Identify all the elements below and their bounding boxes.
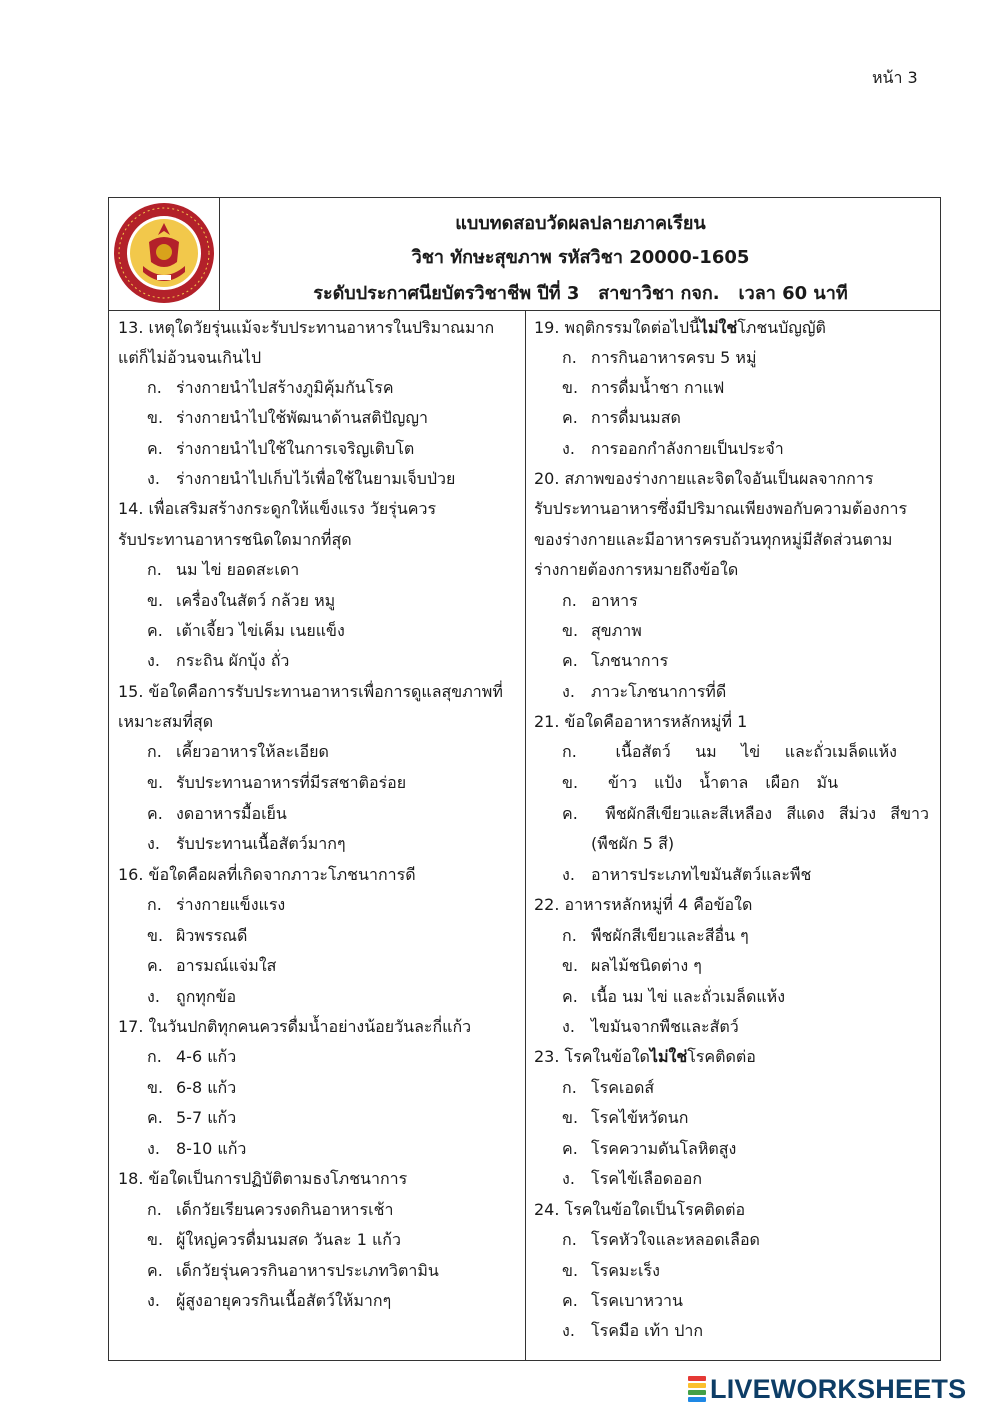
option-letter: ก. [147, 742, 162, 761]
q24-option-d[interactable] [562, 1320, 703, 1342]
q18-option-b[interactable] [147, 1229, 401, 1251]
option-text: โรคไข้เลือดออก [591, 1169, 703, 1188]
q16-option-d[interactable] [147, 986, 236, 1008]
option-text: เครื่องในสัตว์ กล้วย หมู [176, 591, 336, 610]
option-letter: ง. [562, 682, 575, 701]
q15-stem-line-1: 15. ข้อใดคือการรับประทานอาหารเพื่อการดูแลสุขภาพที่ [118, 682, 503, 701]
option-letter: ข. [147, 408, 164, 427]
option-text: ร่างกายนำไปสร้างภูมิคุ้มกันโรค [176, 378, 394, 397]
q22-option-c[interactable] [562, 986, 785, 1008]
option-text: โรคมะเร็ง [591, 1261, 660, 1280]
q23-stem-post: โรคติดต่อ [687, 1047, 756, 1066]
option-text: ร่างกายนำไปใช้ในการเจริญเติบโต [176, 439, 415, 458]
q19-option-b[interactable] [562, 377, 724, 399]
q19-option-a[interactable] [562, 347, 757, 369]
q22-stem: 22. อาหารหลักหมู่ที่ 4 คือข้อใด [534, 895, 753, 914]
option-letter: ก. [562, 742, 577, 761]
option-letter: ก. [562, 348, 577, 367]
q20-option-b[interactable] [562, 620, 642, 642]
option-letter: ข. [562, 1261, 579, 1280]
q15-option-d[interactable] [147, 833, 346, 855]
q23-option-c[interactable] [562, 1138, 736, 1160]
q13-stem-line-1: 13. เหตุใดวัยรุ่นแม้จะรับประทานอาหารในปริมาณมาก [118, 318, 495, 337]
option-word: เนื้อสัตว์ [615, 742, 671, 761]
q19-stem-emphasis: ไม่ใช่ [699, 318, 738, 337]
option-letter: ง. [147, 651, 160, 670]
option-letter: ค. [562, 651, 578, 670]
option-text: โรคไข้หวัดนก [591, 1108, 689, 1127]
option-text: ผู้ใหญ่ควรดื่มนมสด วันละ 1 แก้ว [176, 1230, 401, 1249]
option-text: ผลไม้ชนิดต่าง ๆ [591, 956, 702, 975]
option-letter: ค. [147, 1108, 163, 1127]
option-letter: ข. [562, 621, 579, 640]
q15-option-b[interactable] [147, 772, 406, 794]
option-text: การกินอาหารครบ 5 หมู่ [591, 348, 757, 367]
option-letter: ง. [562, 865, 575, 884]
option-text: อาหาร [591, 591, 638, 610]
q13-stem-line-2: แต่ก็ไม่อ้วนจนเกินไป [118, 348, 262, 367]
q14-option-c[interactable] [147, 620, 345, 642]
q17-stem: 17. ในวันปกติทุกคนควรดื่มน้ำอย่างน้อยวันละกี่แก้ว [118, 1017, 472, 1036]
option-letter: ข. [147, 773, 164, 792]
option-letter: ง. [147, 987, 160, 1006]
q14-option-d[interactable] [147, 650, 289, 672]
liveworksheets-logo-icon [688, 1376, 706, 1402]
q21-stem: 21. ข้อใดคืออาหารหลักหมู่ที่ 1 [534, 712, 748, 731]
option-letter: ค. [147, 956, 163, 975]
q16-stem: 16. ข้อใดคือผลที่เกิดจากภาวะโภชนาการดี [118, 865, 416, 884]
option-letter: ง. [147, 469, 160, 488]
option-word: สีขาว [890, 804, 929, 823]
option-letter: ก. [562, 1230, 577, 1249]
option-letter: ง. [562, 439, 575, 458]
subject-line: วิชา ทักษะสุขภาพ รหัสวิชา 20000-1605 [411, 247, 750, 268]
q22-option-d[interactable] [562, 1016, 739, 1038]
option-letter: ข. [562, 956, 579, 975]
q20-option-d[interactable] [562, 681, 726, 703]
option-letter: ข. [147, 591, 164, 610]
q24-option-b[interactable] [562, 1260, 660, 1282]
q16-option-a[interactable] [147, 894, 285, 916]
option-text: โรคหัวใจและหลอดเลือด [591, 1230, 760, 1249]
q14-option-b[interactable] [147, 590, 335, 612]
option-letter: ค. [147, 621, 163, 640]
college-logo-seal [113, 202, 215, 304]
liveworksheets-brand[interactable] [688, 1373, 966, 1405]
option-letter: ก. [147, 895, 162, 914]
logo-cell [109, 198, 220, 310]
q13-option-d[interactable] [147, 468, 455, 490]
q20-stem-line-4: ร่างกายต้องการหมายถึงข้อใด [534, 560, 739, 579]
option-text: การดื่มน้ำชา กาแฟ [591, 378, 725, 397]
option-text: 8-10 แก้ว [176, 1139, 247, 1158]
option-letter: ข. [147, 926, 164, 945]
level-text: ระดับประกาศนียบัตรวิชาชีพ ปีที่ 3 [313, 283, 580, 304]
option-letter: ง. [147, 834, 160, 853]
exam-box [108, 197, 941, 1361]
option-text: รับประทานอาหารที่มีรสชาติอร่อย [176, 773, 407, 792]
option-text: 6-8 แก้ว [176, 1078, 237, 1097]
option-word: สีม่วง [838, 804, 876, 823]
option-letter: ค. [562, 804, 578, 823]
q13-option-c[interactable] [147, 438, 414, 460]
q13-option-b[interactable] [147, 407, 428, 429]
option-text: ร่างกายแข็งแรง [176, 895, 286, 914]
q21-option-a[interactable] [562, 741, 897, 763]
option-word: แป้ง [653, 773, 683, 792]
q23-option-a[interactable] [562, 1077, 654, 1099]
q24-stem: 24. โรคในข้อใดเป็นโรคติดต่อ [534, 1200, 746, 1219]
q17-option-a[interactable] [147, 1046, 236, 1068]
option-letter: ข. [147, 1230, 164, 1249]
option-letter: ค. [147, 1261, 163, 1280]
q20-option-c[interactable] [562, 650, 668, 672]
option-text: โรคเบาหวาน [591, 1291, 683, 1310]
q17-option-b[interactable] [147, 1077, 236, 1099]
option-text: กระถิน ผักบุ้ง ถั่ว [176, 651, 290, 670]
q18-option-c[interactable] [147, 1260, 439, 1282]
level-program-time-line [221, 278, 940, 307]
option-text: การดื่มนมสด [591, 408, 681, 427]
q15-option-a[interactable] [147, 741, 329, 763]
option-word: และถั่วเมล็ดแห้ง [784, 742, 897, 761]
option-text: เนื้อ นม ไข่ และถั่วเมล็ดแห้ง [591, 987, 786, 1006]
q16-option-c[interactable] [147, 955, 276, 977]
column-divider [525, 311, 526, 1361]
option-word: ไข่ [741, 742, 761, 761]
q15-stem-line-2: เหมาะสมที่สุด [118, 712, 214, 731]
option-letter: ก. [147, 1047, 162, 1066]
option-text: การออกกำลังกายเป็นประจำ [591, 439, 784, 458]
option-word: นม [695, 742, 717, 761]
option-letter: ก. [147, 378, 162, 397]
q23-option-d[interactable] [562, 1168, 702, 1190]
option-text: พืชผักสีเขียวและสีอื่น ๆ [591, 926, 749, 945]
q21-option-c[interactable] [562, 803, 929, 825]
option-letter: ค. [147, 804, 163, 823]
option-text: อาหารประเภทไขมันสัตว์และพืช [591, 865, 812, 884]
option-letter: ข. [562, 1108, 579, 1127]
option-word: น้ำตาล [699, 773, 749, 792]
q23-stem-emphasis: ไม่ใช่ [649, 1047, 688, 1066]
exam-title: แบบทดสอบวัดผลปลายภาคเรียน [455, 213, 706, 234]
q19-stem [534, 317, 826, 339]
option-letter: ข. [562, 773, 579, 792]
option-word: เผือก [765, 773, 800, 792]
option-letter: ก. [147, 1200, 162, 1219]
option-word: ข้าว [608, 773, 637, 792]
option-text: ผิวพรรณดี [176, 926, 248, 945]
q15-option-c[interactable] [147, 803, 287, 825]
option-text: ไขมันจากพืชและสัตว์ [591, 1017, 739, 1036]
option-text: รับประทานเนื้อสัตว์มากๆ [176, 834, 346, 853]
option-letter: ค. [562, 987, 578, 1006]
q18-stem: 18. ข้อใดเป็นการปฏิบัติตามธงโภชนาการ [118, 1169, 408, 1188]
q24-option-c[interactable] [562, 1290, 683, 1312]
option-text: งดอาหารมื้อเย็น [176, 804, 287, 823]
option-text: โรคเอดส์ [591, 1078, 655, 1097]
option-letter: ง. [562, 1321, 575, 1340]
q14-option-a[interactable] [147, 559, 299, 581]
q19-option-d[interactable] [562, 438, 784, 460]
q20-stem-line-1: 20. สภาพของร่างกายและจิตใจอันเป็นผลจากการ [534, 469, 874, 488]
option-letter: ก. [562, 1078, 577, 1097]
option-text: เคี้ยวอาหารให้ละเอียด [176, 742, 329, 761]
q20-stem-line-3: ของร่างกายและมีอาหารครบถ้วนทุกหมู่มีสัดส่วนตาม [534, 530, 893, 549]
q16-option-b[interactable] [147, 925, 247, 947]
option-text: ร่างกายนำไปเก็บไว้เพื่อใช้ในยามเจ็บป่วย [176, 469, 456, 488]
q21-option-d[interactable] [562, 864, 811, 886]
option-letter: ง. [147, 1291, 160, 1310]
option-text: นม ไข่ ยอดสะเดา [176, 560, 300, 579]
q17-option-c[interactable] [147, 1107, 236, 1129]
q14-stem-line-1: 14. เพื่อเสริมสร้างกระดูกให้แข็งแรง วัยรุ่นควร [118, 499, 437, 518]
q19-option-c[interactable] [562, 407, 681, 429]
option-letter: ก. [562, 591, 577, 610]
q23-option-b[interactable] [562, 1107, 688, 1129]
option-word: สีแดง [786, 804, 825, 823]
option-letter: ก. [147, 560, 162, 579]
q22-option-b[interactable] [562, 955, 702, 977]
option-text: ถูกทุกข้อ [176, 987, 237, 1006]
q14-stem-line-2: รับประทานอาหารชนิดใดมากที่สุด [118, 530, 352, 549]
q21-option-b[interactable] [562, 772, 838, 794]
option-text: 5-7 แก้ว [176, 1108, 237, 1127]
option-letter: ง. [562, 1169, 575, 1188]
page-number: หน้า 3 [872, 68, 918, 87]
option-text: 4-6 แก้ว [176, 1047, 237, 1066]
option-letter: ง. [147, 1139, 160, 1158]
program-text: สาขาวิชา กจก. [598, 283, 720, 304]
q18-option-d[interactable] [147, 1290, 391, 1312]
option-text: โรคมือ เท้า ปาก [591, 1321, 704, 1340]
option-letter: ค. [147, 439, 163, 458]
q20-option-a[interactable] [562, 590, 638, 612]
option-text: ภาวะโภชนาการที่ดี [591, 682, 727, 701]
option-letter: ก. [562, 926, 577, 945]
q22-option-a[interactable] [562, 925, 749, 947]
q19-stem-pre: 19. พฤติกรรมใดต่อไปนี้ [534, 318, 700, 337]
option-text: โรคความดันโลหิตสูง [591, 1139, 737, 1158]
q23-stem [534, 1046, 756, 1068]
exam-header [109, 198, 940, 311]
option-text: อารมณ์แจ่มใส [176, 956, 277, 975]
option-letter: ข. [562, 378, 579, 397]
option-word: มัน [816, 773, 838, 792]
option-text: ผู้สูงอายุควรกินเนื้อสัตว์ให้มากๆ [176, 1291, 392, 1310]
option-text: เด็กวัยเรียนควรงดกินอาหารเช้า [176, 1200, 394, 1219]
option-text: สุขภาพ [591, 621, 642, 640]
time-text: เวลา 60 นาที [738, 283, 848, 304]
q17-option-d[interactable] [147, 1138, 246, 1160]
option-letter: ค. [562, 408, 578, 427]
q18-option-a[interactable] [147, 1199, 393, 1221]
option-letter: ง. [562, 1017, 575, 1036]
q13-option-a[interactable] [147, 377, 394, 399]
option-letter: ข. [147, 1078, 164, 1097]
brand-text: LIVEWORKSHEETS [710, 1373, 967, 1404]
q19-stem-post: โภชนบัญญัติ [737, 318, 826, 337]
q23-stem-pre: 23. โรคในข้อใด [534, 1047, 650, 1066]
option-text: ร่างกายนำไปใช้พัฒนาด้านสติปัญญา [176, 408, 429, 427]
option-letter: ค. [562, 1291, 578, 1310]
option-text: เด็กวัยรุ่นควรกินอาหารประเภทวิตามิน [176, 1261, 439, 1280]
q21-option-c-continued: (พืชผัก 5 สี) [591, 834, 675, 853]
option-text: เต้าเจี้ยว ไข่เค็ม เนยแข็ง [176, 621, 345, 640]
exam-title-block [221, 198, 940, 310]
option-word: พืชผักสีเขียวและสีเหลือง [605, 804, 773, 823]
option-text: โภชนาการ [591, 651, 669, 670]
q24-option-a[interactable] [562, 1229, 760, 1251]
q20-stem-line-2: รับประทานอาหารซึ่งมีปริมาณเพียงพอกับความต้องการ [534, 499, 908, 518]
option-letter: ค. [562, 1139, 578, 1158]
